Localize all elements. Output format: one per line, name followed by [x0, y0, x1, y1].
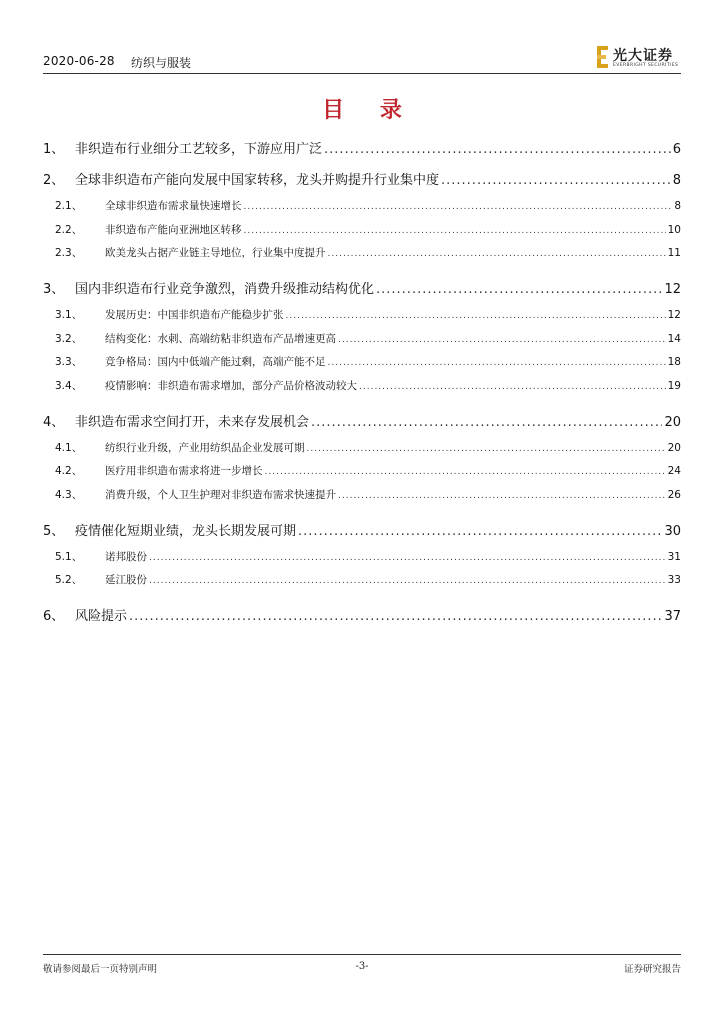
toc-leader-dots: [244, 202, 673, 212]
toc-section-entry[interactable]: [43, 354, 681, 369]
everbright-logo: [597, 44, 681, 70]
toc-leader-dots: [149, 553, 666, 563]
toc-entry-number: 2.3、: [55, 247, 83, 259]
toc-section-entry[interactable]: [43, 549, 681, 564]
toc-entry-page: 6: [672, 142, 681, 157]
toc-leader-dots: [311, 415, 662, 430]
toc-entry-title: 消费升级，个人卫生护理对非织造布需求快速提升: [105, 488, 336, 501]
toc-entry-title: 疫情催化短期业绩，龙头长期发展可期: [75, 523, 297, 539]
toc-leader-dots: [324, 142, 671, 157]
industry-label: 纺织与服装: [131, 56, 192, 70]
header-divider: [43, 73, 681, 74]
toc-section-entry[interactable]: [43, 245, 681, 260]
toc-leader-dots: [441, 173, 671, 188]
toc-chapter-entry[interactable]: [43, 278, 681, 297]
toc-entry-page: 8: [672, 173, 681, 188]
toc-chapter-entry[interactable]: [43, 138, 681, 157]
toc-entry-page: 30: [664, 523, 681, 539]
toc-leader-dots: [286, 311, 666, 321]
toc-entry-page: 20: [664, 414, 681, 430]
toc-leader-dots: [307, 444, 666, 454]
disclaimer-note: 敬请参阅最后一页特别声明: [43, 964, 158, 975]
toc-leader-dots: [338, 335, 666, 345]
toc-entry-page: 12: [664, 282, 681, 297]
everbright-logo-mark-icon: [597, 46, 609, 68]
toc-entry-title: 延江股份: [105, 574, 147, 586]
toc-title: 目 录: [322, 97, 416, 123]
toc-entry-page: 14: [667, 332, 681, 345]
toc-section-entry[interactable]: [43, 487, 681, 502]
page-header: [43, 44, 681, 72]
logo-name: 光大证券: [613, 48, 673, 64]
toc-entry-title: 纺织行业升级，产业用纺织品企业发展可期: [105, 441, 305, 454]
toc-entry-number: 4.2、: [55, 465, 83, 477]
toc-entry-number: 2.1、: [55, 200, 83, 212]
toc-entry-number: 2.2、: [55, 223, 83, 236]
toc-entry-title: 国内非织造布行业竞争激烈，消费升级推动结构优化: [75, 282, 375, 297]
toc-entry-title: 竞争格局：国内中低端产能过剩，高端产能不足: [105, 356, 326, 368]
toc-section-entry[interactable]: [43, 331, 681, 346]
toc-entry-number: 4、: [43, 414, 65, 430]
toc-entry-number: 6、: [43, 609, 65, 624]
toc-entry-number: 5、: [43, 523, 65, 539]
toc-section-entry[interactable]: [43, 463, 681, 478]
toc-leader-dots: [359, 382, 666, 392]
toc-entry-page: 37: [664, 609, 681, 624]
toc-entry-number: 3.2、: [55, 332, 83, 345]
toc-entry-number: 1、: [43, 142, 65, 157]
toc-leader-dots: [265, 467, 666, 477]
toc-entry-number: 4.3、: [55, 488, 83, 501]
toc-entry-title: 非织造布需求空间打开，未来存发展机会: [75, 414, 310, 430]
toc-entry-number: 2、: [43, 173, 65, 188]
toc-leader-dots: [298, 524, 662, 539]
toc-section-entry[interactable]: [43, 307, 681, 322]
toc-section-entry[interactable]: [43, 440, 681, 455]
toc-entry-page: 31: [667, 550, 681, 563]
toc-entry-number: 3.1、: [55, 309, 83, 321]
toc-entry-page: 18: [667, 356, 681, 368]
toc-section-entry[interactable]: [43, 378, 681, 393]
toc-leader-dots: [149, 576, 666, 586]
toc-leader-dots: [244, 226, 666, 236]
toc-entry-title: 全球非织造布需求量快速增长: [105, 200, 242, 212]
toc-entry-title: 非织造布行业细分工艺较多，下游应用广泛: [75, 142, 323, 157]
toc-leader-dots: [376, 282, 662, 297]
report-date: 2020-06-28: [43, 54, 115, 68]
toc-entry-title: 欧美龙头占据产业链主导地位，行业集中度提升: [105, 247, 326, 259]
toc-entry-page: 8: [674, 200, 681, 212]
toc-leader-dots: [129, 609, 662, 624]
toc-entry-title: 风险提示: [75, 609, 128, 624]
toc-entry-page: 20: [667, 441, 681, 454]
toc-entry-number: 3.3、: [55, 356, 83, 368]
toc-entry-title: 结构变化：水刺、高端纺粘非织造布产品增速更高: [105, 332, 336, 345]
toc-chapter-entry[interactable]: [43, 520, 681, 539]
toc-chapter-entry[interactable]: [43, 411, 681, 430]
toc-entry-title: 诺邦股份: [105, 550, 147, 563]
toc-chapter-entry[interactable]: [43, 169, 681, 188]
toc-chapter-entry[interactable]: [43, 605, 681, 624]
toc-entry-page: 12: [667, 309, 681, 321]
logo-subtitle: EVERBRIGHT SECURITIES: [613, 63, 679, 68]
toc-leader-dots: [328, 358, 666, 368]
toc-leader-dots: [328, 249, 666, 259]
toc-section-entry[interactable]: [43, 198, 681, 213]
toc-section-entry[interactable]: [43, 572, 681, 587]
toc-entry-page: 11: [667, 247, 681, 259]
toc-entry-number: 5.1、: [55, 550, 83, 563]
toc-entry-page: 33: [667, 574, 681, 586]
toc-entry-number: 3、: [43, 282, 65, 297]
toc-entry-title: 疫情影响：非织造布需求增加，部分产品价格波动较大: [105, 379, 357, 392]
toc-entry-title: 发展历史：中国非织造布产能稳步扩张: [105, 309, 284, 321]
footer-divider: [43, 954, 681, 955]
report-type: 证券研究报告: [623, 964, 681, 975]
toc-entry-page: 26: [667, 488, 681, 501]
page-number: -3-: [355, 961, 369, 972]
toc-entry-title: 全球非织造布产能向发展中国家转移，龙头并购提升行业集中度: [75, 173, 440, 188]
toc-section-entry[interactable]: [43, 222, 681, 237]
toc-entry-number: 5.2、: [55, 574, 83, 586]
toc-leader-dots: [338, 491, 666, 501]
toc-entry-page: 10: [667, 223, 681, 236]
toc-entry-title: 医疗用非织造布需求将进一步增长: [105, 465, 263, 477]
toc-entry-number: 4.1、: [55, 441, 83, 454]
toc-entry-number: 3.4、: [55, 379, 83, 392]
toc-entry-page: 24: [667, 465, 681, 477]
toc-entry-page: 19: [667, 379, 681, 392]
toc-entry-title: 非织造布产能向亚洲地区转移: [105, 223, 242, 236]
